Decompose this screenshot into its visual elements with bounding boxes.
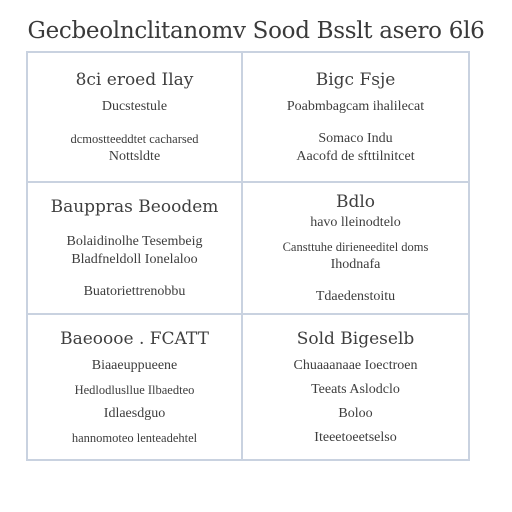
grid-cell-2 [243, 53, 468, 183]
cell-text-line: Boloo [338, 406, 373, 421]
cell-text-line: dcmostteeddtet cacharsed [70, 132, 199, 146]
grid-cell-3 [28, 183, 243, 315]
cell-text-line: Idlaesdguo [103, 406, 166, 421]
cell-text-line: Poabmbagcam ihalilecat [286, 99, 425, 114]
cell-text-line: Chuaaanaae Ioectroen [293, 358, 418, 373]
cell-text-line: Iteeetoeetselso [314, 430, 397, 445]
grid-cell-6 [243, 315, 468, 459]
cell-heading: 8ci eroed Ilay [75, 70, 194, 90]
cell-text-line: hannomoteo lenteadehtel [71, 431, 198, 445]
cell-text-line: Tdaedenstoitu [315, 289, 396, 304]
cell-text-line: Teeats Aslodclo [311, 382, 400, 397]
cell-heading: Bauppras Beoodem [50, 197, 219, 217]
cell-text-line: Ihodnafa [330, 257, 381, 272]
cell-heading: Sold Bigeselb [296, 329, 415, 349]
cell-heading: Baeoooe . FCATT [60, 329, 209, 349]
cell-heading: Bdlo [335, 192, 376, 212]
cell-text-line: Cansttuhe dirieneeditel doms [282, 240, 429, 254]
cell-text-line: havo lleinodtelo [310, 215, 401, 230]
grid-cell-4 [243, 183, 468, 315]
cell-text-line: Somaco Indu [318, 131, 393, 146]
cell-text-line: Nottsldte [108, 149, 161, 164]
cell-text-line: Bladfneldoll Ionelaloo [71, 252, 198, 267]
grid-cell-5 [28, 315, 243, 459]
info-grid [26, 51, 470, 461]
page-title: Gecbeolnclitanomv Sood Bsslt asero 6l6 [27, 18, 485, 44]
cell-text-line: Biaaeuppueene [91, 358, 178, 373]
cell-text-line: Ducstestule [101, 99, 168, 114]
grid-cell-1 [28, 53, 243, 183]
cell-text-line: Bolaidinolhe Tesembeig [66, 234, 203, 249]
cell-text-line: Buatoriettrenobbu [83, 284, 186, 299]
cell-heading: Bigc Fsje [315, 70, 396, 90]
cell-text-line: Aacofd de sfttilnitcet [296, 149, 415, 164]
cell-text-line: Hedlodlusllue Ilbaedteo [74, 383, 195, 397]
